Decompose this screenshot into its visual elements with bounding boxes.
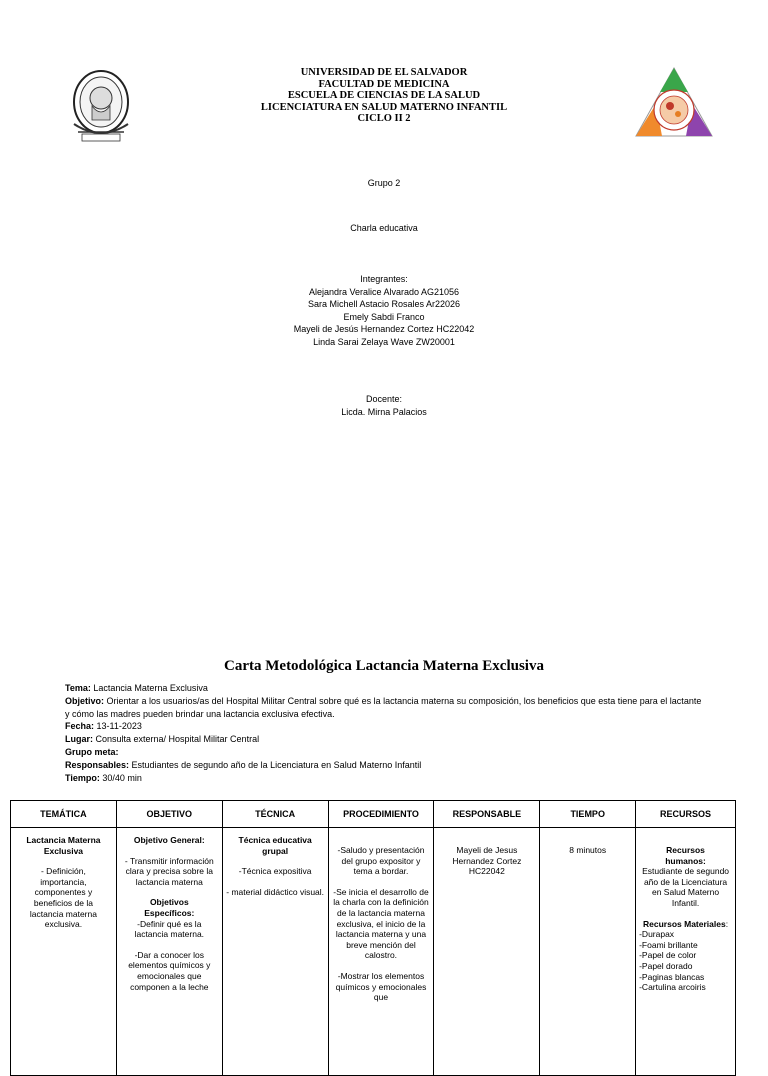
tema-label: Tema: [65,683,91,693]
header-procedimiento: PROCEDIMIENTO [328,801,434,828]
teacher-section [0,393,768,418]
header-program: LICENCIATURA EN SALUD MATERNO INFANTIL [260,101,508,113]
tema-value: Lactancia Materna Exclusiva [90,683,208,693]
institution-header [200,67,568,125]
program-triangle-logo [632,64,716,144]
objetivo-value: Orientar a los usuarios/as del Hospital Militar Central sobre qué es la lactancia materna su composición, los beneficios que esta tiene para el lactante y cómo las madres pueden brindar una lactancia exclusiva efectiva. [65,695,702,719]
list-item: -Durapax [639,929,675,940]
header-school: ESCUELA DE CIENCIAS DE LA SALUD [287,90,481,101]
header-cycle: CICLO II 2 [357,113,411,124]
cell-tematica [11,828,117,1076]
lugar-label: Lugar: [65,734,93,745]
tiempo-label: Tiempo: [65,772,100,783]
objetivo-general: - Transmitir información clara y precisa sobre la lactancia materna [124,855,214,887]
group-label: Grupo 2 [367,178,401,188]
list-item: -Paginas blancas [639,971,705,982]
objetivo-especifico-1: -Definir qué es la lactancia materna. [134,918,205,940]
list-item: -Papel dorado [639,960,693,971]
recursos-materiales-list [639,929,732,993]
responsable-value: Mayeli de Jesus Hernandez Cortez HC22042 [452,845,522,877]
materiales-label-colon: : [725,918,729,929]
header-tecnica: TÉCNICA [222,801,328,828]
recursos-humanos-label: Recursos humanos: [665,845,706,866]
teacher-label: Docente: [365,394,403,404]
header-objetivo: OBJETIVO [116,801,222,828]
member-item: Mayeli de Jesús Hernandez Cortez HC22042 [293,324,475,334]
cell-responsable [434,828,540,1076]
fecha-label: Fecha: [65,721,95,732]
objetivo-line [65,695,705,721]
members-label: Integrantes: [360,274,408,284]
carta-info [65,682,705,784]
header-recursos: RECURSOS [636,801,736,828]
activity-label: Charla educativa [350,223,418,233]
list-item: -Cartulina arcoiris [639,982,706,993]
grupo-label: Grupo meta: [65,746,119,757]
lugar-line [65,733,705,746]
list-item: -Foami brillante [639,939,698,950]
fecha-line [65,720,705,733]
header-tiempo: TIEMPO [540,801,636,828]
grupo-line [65,746,705,759]
university-seal-logo [68,62,134,148]
header-faculty: FACULTAD DE MEDICINA [318,78,450,90]
objetivo-especifico-2: -Dar a conocer los elementos químicos y emocionales que componen a la leche [128,949,211,992]
tecnica-item-1: -Técnica expositiva [238,866,312,877]
cell-recursos [636,828,736,1076]
tiempo-value-cell: 8 minutos [569,845,607,855]
cell-objetivo [116,828,222,1076]
procedimiento-3: -Mostrar los elementos químicos y emocionales que [335,970,427,1003]
recursos-materiales-label [639,919,732,930]
member-item: Emely Sabdi Franco [343,311,425,322]
cell-procedimiento [328,828,434,1076]
header-tematica: TEMÁTICA [11,801,117,828]
cell-tiempo [540,828,636,1076]
tiempo-line [65,772,705,785]
fecha-value: 13-11-2023 [94,721,142,732]
procedimiento-2: -Se inicia el desarrollo de la charla con la definición de la lactancia materna exclusiva, el inicio de la lactancia materna y una breve mención del calostro. [333,886,429,961]
tecnica-title: Técnica educativa grupal [238,835,312,856]
member-item: Sara Michell Astacio Rosales Ar22026 [307,299,461,309]
tecnica-item-2: - material didáctico visual. [226,886,325,897]
member-item: Alejandra Veralice Alvarado AG21056 [308,286,460,297]
cell-tecnica [222,828,328,1076]
objetivos-especificos-label: Objetivos Específicos: [144,897,195,918]
tematica-item: - Definición, importancia, componentes y beneficios de la lactancia materna exclusiva. [29,866,97,930]
list-item: -Papel de color [639,950,697,961]
lugar-value: Consulta externa/ Hospital Militar Central [93,734,260,745]
responsables-line [65,759,705,772]
members-section [0,273,768,348]
responsables-label: Responsables: [65,759,130,770]
methodology-table [10,800,736,1076]
table-header-row [11,801,736,828]
tematica-title: Lactancia Materna Exclusiva [26,835,101,856]
header-university: UNIVERSIDAD DE EL SALVADOR [300,67,468,78]
tiempo-value: 30/40 min [99,772,142,783]
recursos-humanos: Estudiante de segundo año de la Licenciatura en Salud Materno Infantil. [642,866,730,908]
header-responsable: RESPONSABLE [434,801,540,828]
responsables-value: Estudiantes de segundo año de la Licenciatura en Salud Materno Infantil [129,759,422,770]
materiales-label-text: Recursos Materiales [643,918,726,929]
tema-line [65,682,705,695]
table-row [11,828,736,1076]
carta-title: Carta Metodológica Lactancia Materna Exclusiva [224,658,544,674]
procedimiento-1: -Saludo y presentación del grupo expositor y tema a bordar. [337,845,425,877]
objetivo-general-label: Objetivo General: [133,835,205,845]
member-item: Linda Sarai Zelaya Wave ZW20001 [313,336,455,347]
objetivo-label: Objetivo: [65,695,105,706]
teacher-name: Licda. Mirna Palacios [341,406,427,417]
